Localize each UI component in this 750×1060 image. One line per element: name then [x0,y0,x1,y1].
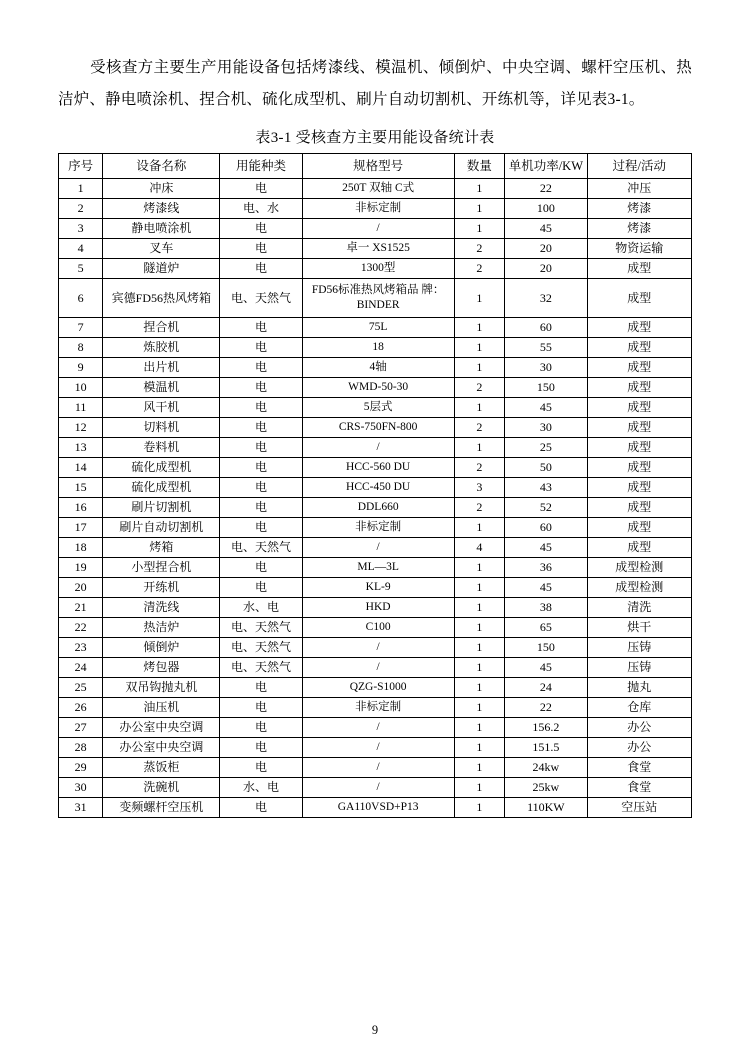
cell-qty: 2 [454,418,505,438]
cell-power: 30 [505,358,587,378]
cell-power: 24 [505,678,587,698]
cell-energy: 电 [220,259,302,279]
cell-qty: 1 [454,798,505,818]
table-row [59,179,692,199]
cell-process: 食堂 [587,758,692,778]
cell-power: 45 [505,219,587,239]
table-row [59,758,692,778]
cell-name: 倾倒炉 [103,638,220,658]
cell-qty: 1 [454,398,505,418]
cell-name: 刷片自动切割机 [103,518,220,538]
cell-process: 清洗 [587,598,692,618]
cell-process: 仓库 [587,698,692,718]
cell-power: 43 [505,478,587,498]
cell-power: 32 [505,279,587,318]
cell-model: 非标定制 [302,698,454,718]
cell-process: 办公 [587,718,692,738]
cell-num: 21 [59,598,103,618]
cell-num: 19 [59,558,103,578]
cell-power: 45 [505,658,587,678]
cell-model: / [302,538,454,558]
cell-name: 双吊钩抛丸机 [103,678,220,698]
cell-power: 60 [505,318,587,338]
cell-process: 成型 [587,438,692,458]
table-row [59,239,692,259]
cell-model: 4轴 [302,358,454,378]
cell-process: 物资运输 [587,239,692,259]
cell-process: 成型 [587,318,692,338]
cell-name: 开练机 [103,578,220,598]
cell-name: 捏合机 [103,318,220,338]
page-number: 9 [371,1023,379,1037]
cell-energy: 电、天然气 [220,279,302,318]
th-model: 规格型号 [302,154,454,179]
cell-num: 27 [59,718,103,738]
cell-qty: 1 [454,738,505,758]
cell-qty: 2 [454,378,505,398]
cell-energy: 电 [220,558,302,578]
cell-power: 36 [505,558,587,578]
cell-name: 热洁炉 [103,618,220,638]
cell-num: 7 [59,318,103,338]
cell-power: 20 [505,259,587,279]
cell-num: 17 [59,518,103,538]
cell-energy: 电、天然气 [220,658,302,678]
cell-power: 52 [505,498,587,518]
cell-power: 156.2 [505,718,587,738]
cell-qty: 1 [454,638,505,658]
table-row [59,219,692,239]
cell-num: 4 [59,239,103,259]
cell-power: 30 [505,418,587,438]
cell-num: 28 [59,738,103,758]
cell-qty: 1 [454,698,505,718]
cell-energy: 电 [220,718,302,738]
cell-model: 18 [302,338,454,358]
th-index-label: 序号 [68,159,94,173]
cell-qty: 2 [454,239,505,259]
table-row [59,678,692,698]
cell-process: 成型 [587,259,692,279]
cell-name: 刷片切割机 [103,498,220,518]
cell-num: 16 [59,498,103,518]
cell-num: 29 [59,758,103,778]
cell-num: 9 [59,358,103,378]
cell-process: 成型 [587,358,692,378]
cell-energy: 电 [220,378,302,398]
cell-num: 2 [59,199,103,219]
table-row [59,578,692,598]
cell-qty: 2 [454,458,505,478]
th-equipment-name: 设备名称 [103,154,220,179]
table-row [59,718,692,738]
cell-process: 成型 [587,279,692,318]
cell-num: 14 [59,458,103,478]
cell-power: 60 [505,518,587,538]
table-row [59,798,692,818]
cell-power: 50 [505,458,587,478]
cell-process: 成型 [587,398,692,418]
cell-process: 成型 [587,518,692,538]
cell-num: 8 [59,338,103,358]
table-row [59,199,692,219]
cell-power: 151.5 [505,738,587,758]
cell-num: 10 [59,378,103,398]
cell-power: 150 [505,378,587,398]
cell-num: 1 [59,179,103,199]
cell-model: GA110VSD+P13 [302,798,454,818]
table-row [59,318,692,338]
cell-energy: 电 [220,698,302,718]
cell-energy: 电 [220,578,302,598]
table-row [59,338,692,358]
cell-qty: 2 [454,259,505,279]
cell-model: HCC-560 DU [302,458,454,478]
cell-model: C100 [302,618,454,638]
cell-qty: 1 [454,678,505,698]
cell-qty: 1 [454,658,505,678]
cell-model: / [302,438,454,458]
table-caption: 表3-1 受核查方主要用能设备统计表 [255,130,495,146]
cell-qty: 1 [454,618,505,638]
cell-process: 办公 [587,738,692,758]
table-header [59,154,692,179]
cell-model: 卓一 XS1525 [302,239,454,259]
cell-num: 18 [59,538,103,558]
cell-energy: 电 [220,798,302,818]
cell-qty: 1 [454,179,505,199]
cell-name: 烤漆线 [103,199,220,219]
cell-name: 油压机 [103,698,220,718]
cell-num: 23 [59,638,103,658]
cell-qty: 1 [454,778,505,798]
cell-num: 20 [59,578,103,598]
cell-qty: 1 [454,219,505,239]
cell-process: 烤漆 [587,199,692,219]
cell-qty: 4 [454,538,505,558]
th-index [59,154,103,179]
cell-model: WMD-50-30 [302,378,454,398]
cell-name: 叉车 [103,239,220,259]
cell-qty: 1 [454,318,505,338]
table-header-row [59,154,692,179]
cell-num: 30 [59,778,103,798]
cell-model: 1300型 [302,259,454,279]
cell-energy: 水、电 [220,598,302,618]
cell-process: 压铸 [587,638,692,658]
cell-num: 11 [59,398,103,418]
cell-name: 蒸饭柜 [103,758,220,778]
cell-energy: 电 [220,458,302,478]
cell-process: 冲压 [587,179,692,199]
cell-model: / [302,738,454,758]
cell-model: CRS-750FN-800 [302,418,454,438]
cell-process: 食堂 [587,778,692,798]
th-quantity: 数量 [454,154,505,179]
cell-process: 成型检测 [587,558,692,578]
cell-name: 办公室中央空调 [103,718,220,738]
cell-process: 成型 [587,538,692,558]
table-row [59,458,692,478]
cell-energy: 水、电 [220,778,302,798]
cell-process: 成型 [587,498,692,518]
cell-energy: 电 [220,219,302,239]
table-row [59,418,692,438]
cell-name: 宾德FD56热风烤箱 [103,279,220,318]
cell-model: / [302,718,454,738]
cell-power: 65 [505,618,587,638]
cell-name: 卷料机 [103,438,220,458]
table-row [59,358,692,378]
cell-energy: 电、水 [220,199,302,219]
cell-process: 抛丸 [587,678,692,698]
cell-qty: 1 [454,598,505,618]
cell-name: 硫化成型机 [103,458,220,478]
cell-energy: 电 [220,758,302,778]
cell-name: 变频螺杆空压机 [103,798,220,818]
intro-paragraph [58,52,692,116]
cell-model: 非标定制 [302,199,454,219]
cell-process: 成型 [587,338,692,358]
cell-name: 办公室中央空调 [103,738,220,758]
cell-name: 炼胶机 [103,338,220,358]
table-row [59,279,692,318]
table-row [59,259,692,279]
cell-name: 清洗线 [103,598,220,618]
cell-qty: 1 [454,718,505,738]
cell-power: 45 [505,398,587,418]
cell-num: 13 [59,438,103,458]
cell-num: 22 [59,618,103,638]
cell-model: DDL660 [302,498,454,518]
cell-qty: 1 [454,558,505,578]
cell-energy: 电 [220,678,302,698]
cell-qty: 1 [454,758,505,778]
table-row [59,598,692,618]
cell-model: FD56标准热风烤箱品 牌：BINDER [302,279,454,318]
cell-model: 250T 双轴 C式 [302,179,454,199]
cell-model: / [302,758,454,778]
table-row [59,698,692,718]
cell-process: 压铸 [587,658,692,678]
table-row [59,438,692,458]
cell-power: 100 [505,199,587,219]
table-row [59,618,692,638]
cell-energy: 电、天然气 [220,638,302,658]
cell-energy: 电 [220,179,302,199]
cell-process: 成型检测 [587,578,692,598]
cell-num: 5 [59,259,103,279]
cell-model: / [302,778,454,798]
cell-model: HKD [302,598,454,618]
cell-qty: 1 [454,578,505,598]
table-row [59,518,692,538]
cell-power: 22 [505,179,587,199]
cell-power: 45 [505,538,587,558]
cell-name: 出片机 [103,358,220,378]
cell-process: 空压站 [587,798,692,818]
cell-num: 6 [59,279,103,318]
cell-energy: 电 [220,438,302,458]
cell-energy: 电 [220,318,302,338]
table-row [59,378,692,398]
cell-power: 22 [505,698,587,718]
cell-process: 成型 [587,418,692,438]
cell-name: 切料机 [103,418,220,438]
cell-model: KL-9 [302,578,454,598]
cell-process: 烤漆 [587,219,692,239]
cell-energy: 电 [220,338,302,358]
cell-model: / [302,638,454,658]
cell-power: 25kw [505,778,587,798]
cell-name: 洗碗机 [103,778,220,798]
cell-qty: 1 [454,199,505,219]
cell-energy: 电 [220,518,302,538]
table-row [59,778,692,798]
cell-num: 15 [59,478,103,498]
cell-power: 45 [505,578,587,598]
cell-model: 75L [302,318,454,338]
cell-name: 风干机 [103,398,220,418]
cell-power: 110KW [505,798,587,818]
cell-process: 成型 [587,378,692,398]
cell-energy: 电 [220,478,302,498]
cell-name: 硫化成型机 [103,478,220,498]
cell-power: 150 [505,638,587,658]
table-row [59,738,692,758]
cell-power: 24kw [505,758,587,778]
th-energy-type: 用能种类 [220,154,302,179]
cell-qty: 1 [454,518,505,538]
cell-energy: 电、天然气 [220,538,302,558]
cell-process: 烘干 [587,618,692,638]
table-row [59,558,692,578]
cell-model: 非标定制 [302,518,454,538]
cell-name: 烤包器 [103,658,220,678]
cell-qty: 1 [454,279,505,318]
cell-energy: 电 [220,738,302,758]
cell-qty: 1 [454,358,505,378]
cell-name: 冲床 [103,179,220,199]
cell-energy: 电、天然气 [220,618,302,638]
cell-name: 静电喷涂机 [103,219,220,239]
cell-qty: 3 [454,478,505,498]
cell-num: 12 [59,418,103,438]
cell-model: HCC-450 DU [302,478,454,498]
cell-qty: 1 [454,438,505,458]
cell-process: 成型 [587,478,692,498]
cell-energy: 电 [220,358,302,378]
cell-energy: 电 [220,239,302,259]
cell-num: 31 [59,798,103,818]
cell-model: / [302,219,454,239]
cell-energy: 电 [220,498,302,518]
cell-power: 20 [505,239,587,259]
cell-power: 55 [505,338,587,358]
cell-model: QZG-S1000 [302,678,454,698]
cell-power: 25 [505,438,587,458]
table-row [59,498,692,518]
cell-name: 烤箱 [103,538,220,558]
cell-name: 隧道炉 [103,259,220,279]
table-row [59,638,692,658]
cell-model: 5层式 [302,398,454,418]
cell-model: / [302,658,454,678]
table-body [59,179,692,818]
cell-energy: 电 [220,418,302,438]
cell-model: ML—3L [302,558,454,578]
cell-power: 38 [505,598,587,618]
cell-name: 模温机 [103,378,220,398]
cell-process: 成型 [587,458,692,478]
cell-qty: 2 [454,498,505,518]
cell-num: 3 [59,219,103,239]
cell-qty: 1 [454,338,505,358]
table-row [59,398,692,418]
cell-num: 26 [59,698,103,718]
cell-name: 小型捏合机 [103,558,220,578]
cell-energy: 电 [220,398,302,418]
table-row [59,538,692,558]
intro-text: 受核查方主要生产用能设备包括烤漆线、模温机、倾倒炉、中央空调、螺杆空压机、热洁炉、静电喷涂机、捏合机、硫化成型机、刷片自动切割机、开练机等，详见表3-1。 [58,59,692,108]
th-power: 单机功率/KW [505,154,587,179]
table-row [59,658,692,678]
cell-num: 25 [59,678,103,698]
cell-num: 24 [59,658,103,678]
equipment-table [58,153,692,818]
table-row [59,478,692,498]
th-process: 过程/活动 [587,154,692,179]
